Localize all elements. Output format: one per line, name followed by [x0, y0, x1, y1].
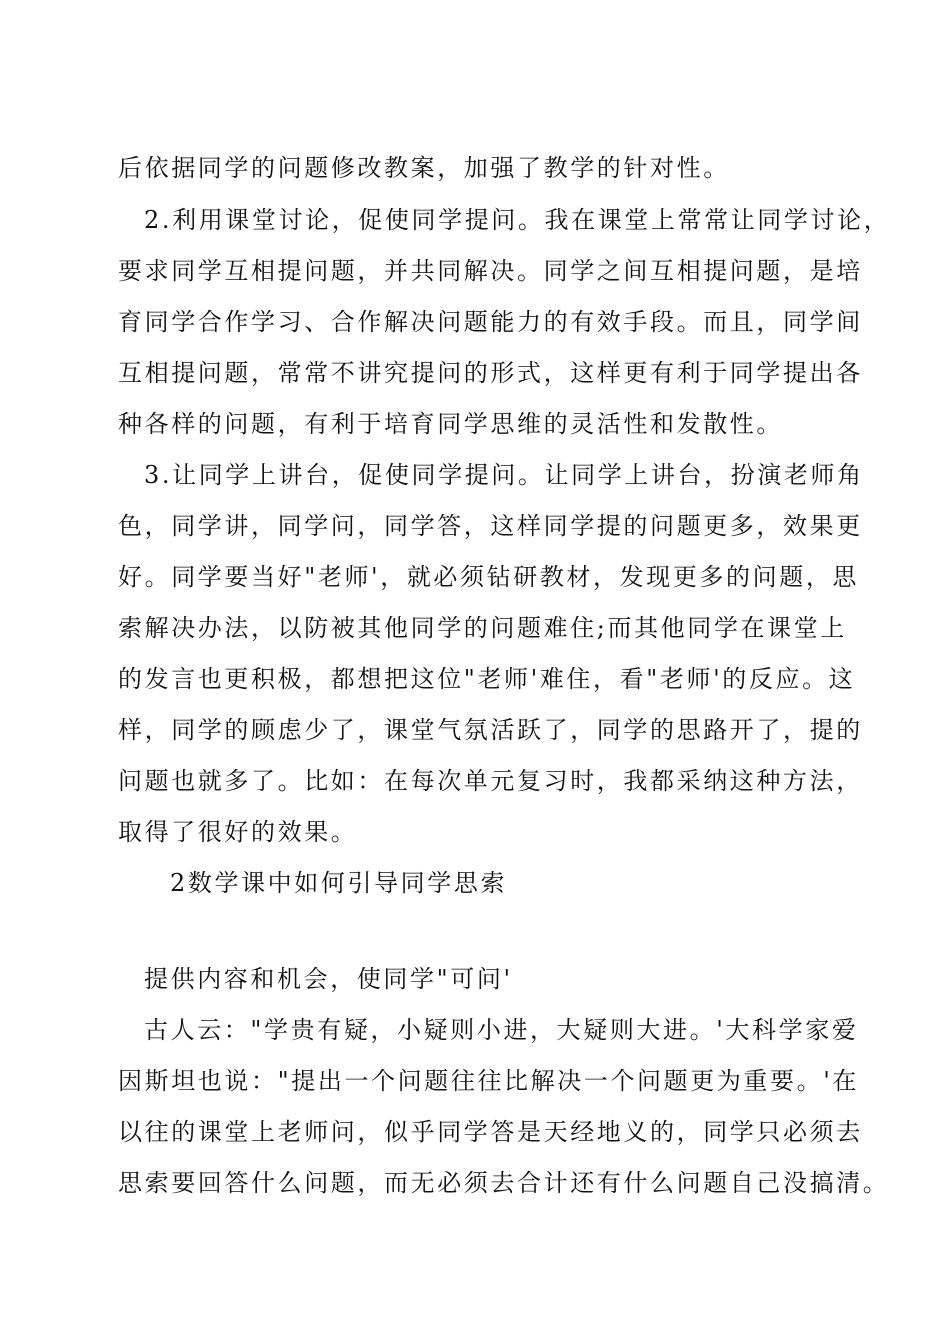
text-line: 索解决办法，以防被其他同学的问题难住;而其他同学在课堂上 [118, 614, 847, 642]
text-line: 好。同学要当好"老师'，就必须钻研教材，发现更多的问题，思 [118, 563, 860, 591]
text-line: 以往的课堂上老师问，似乎同学答是天经地义的，同学只必须去 [118, 1118, 863, 1146]
text-line: 互相提问题，常常不讲究提问的形式，这样更有利于同学提出各 [118, 359, 863, 387]
text-line: 样，同学的顾虑少了，课堂气氛活跃了，同学的思路开了，提的 [118, 716, 863, 744]
text-line: 色，同学讲，同学问，同学答，这样同学提的问题更多，效果更 [118, 512, 863, 540]
text-line: 种各样的问题，有利于培育同学思维的灵活性和发散性。 [118, 410, 783, 438]
text-line: 因斯坦也说："提出一个问题往往比解决一个问题更为重要。'在 [118, 1067, 860, 1095]
text-line: 问题也就多了。比如：在每次单元复习时，我都采纳这种方法， [118, 767, 863, 795]
section-heading: 2数学课中如何引导同学思索 [170, 869, 508, 897]
text-line: 思索要回答什么问题，而无必须去合计还有什么问题自己没搞清。 [118, 1169, 890, 1197]
text-line: 的发言也更积极，都想把这位"老师'难住，看"老师'的反应。这 [118, 665, 856, 693]
text-line: 育同学合作学习、合作解决问题能力的有效手段。而且，同学间 [118, 308, 863, 336]
text-line: 后依据同学的问题修改教案，加强了教学的针对性。 [118, 154, 730, 182]
text-line: 取得了很好的效果。 [118, 818, 358, 846]
text-line: 古人云："学贵有疑，小疑则小进，大疑则大进。'大科学家爱 [144, 1016, 859, 1044]
text-line: 要求同学互相提问题，并共同解决。同学之间互相提问题，是培 [118, 257, 863, 285]
text-line: 3.让同学上讲台，促使同学提问。让同学上讲台，扮演老师角 [144, 461, 864, 489]
text-line: 2.利用课堂讨论，促使同学提问。我在课堂上常常让同学讨论， [144, 206, 891, 234]
subheading: 提供内容和机会，使同学"可问' [144, 965, 513, 993]
